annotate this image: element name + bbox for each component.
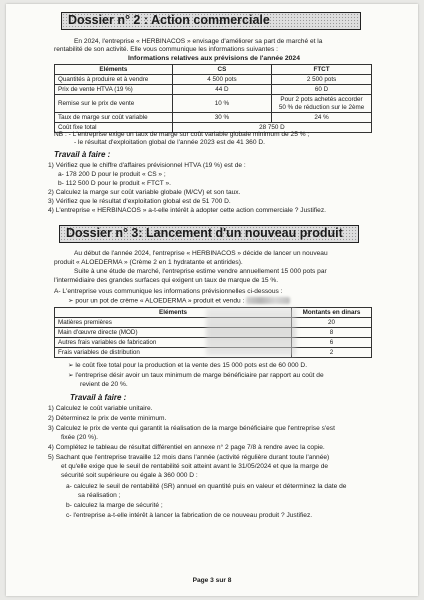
d2-q1a: a- 178 200 D pour le produit « CS » ;: [58, 171, 166, 178]
d3-q5-a1: a- calculez le seuil de rentabilité (SR) annuel en quantité puis en valeur et déterminez la date de: [66, 483, 347, 490]
cell: [272, 95, 372, 113]
page-footer: Page 3 sur 8: [192, 577, 232, 584]
d2-nb-line-1: NB : - L'entreprise exige un taux de marge sur coût variable globale minimum de 25 % ;: [54, 131, 310, 138]
dossier-3-title: Dossier n° 3: Lancement d'un nouveau produit: [59, 225, 359, 243]
dossier-2-title: Dossier n° 2 : Action commerciale: [61, 12, 361, 30]
d3-q1: 1) Calculez le coût variable unitaire.: [48, 405, 153, 412]
table-row: [55, 85, 372, 95]
cell: 20: [292, 318, 372, 328]
d2-intro-line-2: rentabilité de son activité. Elle vous communique les informations suivantes :: [54, 46, 278, 53]
d3-q2: 2) Déterminez le prix de vente minimum.: [48, 415, 167, 422]
d3-bullet: [68, 297, 290, 305]
cell: Prix de vente HTVA (19 %): [55, 85, 173, 95]
cell-line: Pour 2 pots achetés accorder: [280, 95, 363, 103]
d3-intro-1: Au début de l'année 2024, l'entreprise « HERBINACOS » décide de lancer un nouveau: [74, 250, 328, 257]
cell: 44 D: [172, 85, 271, 95]
col-header: FTCT: [272, 65, 372, 75]
cell: 30 %: [172, 113, 271, 123]
document-page: [6, 4, 418, 596]
d3-q4: 4) Complétez le tableau de résultat différentiel en annexe n° 2 page 7/8 à rendre avec la copie.: [48, 444, 325, 451]
table-row: [55, 95, 372, 113]
d3-b1: ➢ le coût fixe total pour la production et la vente des 15 000 pots est de 60 000 D.: [68, 362, 308, 369]
cell: 4 500 pots: [172, 75, 271, 85]
d3-a-line: A- L'entreprise vous communique les informations prévisionnelles ci-dessous :: [54, 288, 283, 295]
col-header: Eléments: [55, 308, 292, 318]
d3-b2b: revient de 20 %.: [80, 381, 128, 388]
cell-line: 50 % de réduction sur le 2ème: [278, 103, 365, 111]
table-row: [55, 75, 372, 85]
d3-q5-b: b- calculez la marge de sécurité ;: [66, 502, 163, 509]
cell: Coût fixe total: [55, 123, 173, 133]
d2-q4: 4) L'entreprise « HERBINACOS » a-t-elle intérêt à adopter cette action commerciale ? Justifiez.: [48, 207, 326, 214]
d3-b2a: ➢ l'entreprise désir avoir un taux minimum de marge bénéficiaire par rapport au coût de: [68, 372, 324, 379]
d2-table-title: Informations relatives aux prévisions de l'année 2024: [128, 55, 300, 62]
cell: 2 500 pots: [272, 75, 372, 85]
table-row: [55, 113, 372, 123]
d2-intro-line-1: En 2024, l'entreprise « HERBINACOS » envisage d'améliorer sa part de marché et la: [74, 38, 323, 45]
cell: 8: [292, 328, 372, 338]
cell: 2: [292, 348, 372, 358]
col-header: Eléments: [55, 65, 173, 75]
d2-nb-line-2: - le résultat d'exploitation global de l'année 2023 est de 41 360 D.: [74, 139, 265, 146]
cell: Quantités à produire et à vendre: [55, 75, 173, 85]
d2-work-title: Travail à faire :: [54, 150, 111, 159]
d3-q5c: sécurité soit supérieure ou égale à 360 000 D :: [61, 472, 198, 479]
d2-q2: 2) Calculez la marge sur coût variable globale (M/CV) et son taux.: [48, 189, 241, 196]
cell: 24 %: [272, 113, 372, 123]
d3-q5b: et qu'elle exige que le seuil de rentabilité soit atteint avant le 31/05/2024 et que la marge de: [61, 463, 329, 470]
cell: 10 %: [172, 95, 271, 113]
col-header: CS: [172, 65, 271, 75]
d3-q3b: fixée (20 %).: [61, 434, 99, 441]
redacted-blur: [246, 297, 290, 304]
cell: Taux de marge sur coût variable: [55, 113, 173, 123]
d2-info-table: [54, 64, 372, 133]
cell: Autres frais variables de fabrication: [55, 338, 292, 348]
cell: 28 750 D: [172, 123, 371, 133]
d2-q3: 3) Vérifiez que le résultat d'exploitation global est de 51 700 D.: [48, 198, 231, 205]
d3-q5-c: c- l'entreprise a-t-elle intérêt à lancer la fabrication de ce nouveau produit ? Justifiez.: [66, 512, 313, 519]
cell: Frais variables de distribution: [55, 348, 292, 358]
d3-q5a: 5) Sachant que l'entreprise travaille 12 mois dans l'année (activité régulière durant toute l'année): [48, 454, 330, 461]
d3-intro-3: Suite à une étude de marché, l'entreprise estime vendre annuellement 15 000 pots par: [74, 268, 327, 275]
col-header: Montants en dinars: [292, 308, 372, 318]
cell: Remise sur le prix de vente: [55, 95, 173, 113]
d3-q5-a2: sa réalisation ;: [78, 492, 121, 499]
d2-q1b: b- 112 500 D pour le produit « FTCT ».: [58, 180, 172, 187]
bullet-text: ➢ pour un pot de crème « ALOEDERMA » produit et vendu :: [68, 297, 245, 305]
cell: Main d'œuvre directe (MOD): [55, 328, 292, 338]
d3-intro-4: l'intermédiaire des grandes surfaces qui exigent un taux de marque de 15 %.: [54, 277, 279, 284]
d3-work-title: Travail à faire :: [70, 393, 127, 402]
d3-intro-2: produit « ALOEDERMA » (Crème 2 en 1 hydratante et antirides).: [54, 259, 243, 266]
d3-q3a: 3) Calculez le prix de vente qui garantit la réalisation de la marge bénéficiaire que l'entreprise s'est: [48, 425, 335, 432]
cell: 60 D: [272, 85, 372, 95]
cell: Matières premières: [55, 318, 292, 328]
cell: 6: [292, 338, 372, 348]
redacted-blur-column: [206, 308, 296, 356]
d2-q1: 1) Vérifiez que le chiffre d'affaires prévisionnel HTVA (19 %) est de :: [48, 162, 246, 169]
